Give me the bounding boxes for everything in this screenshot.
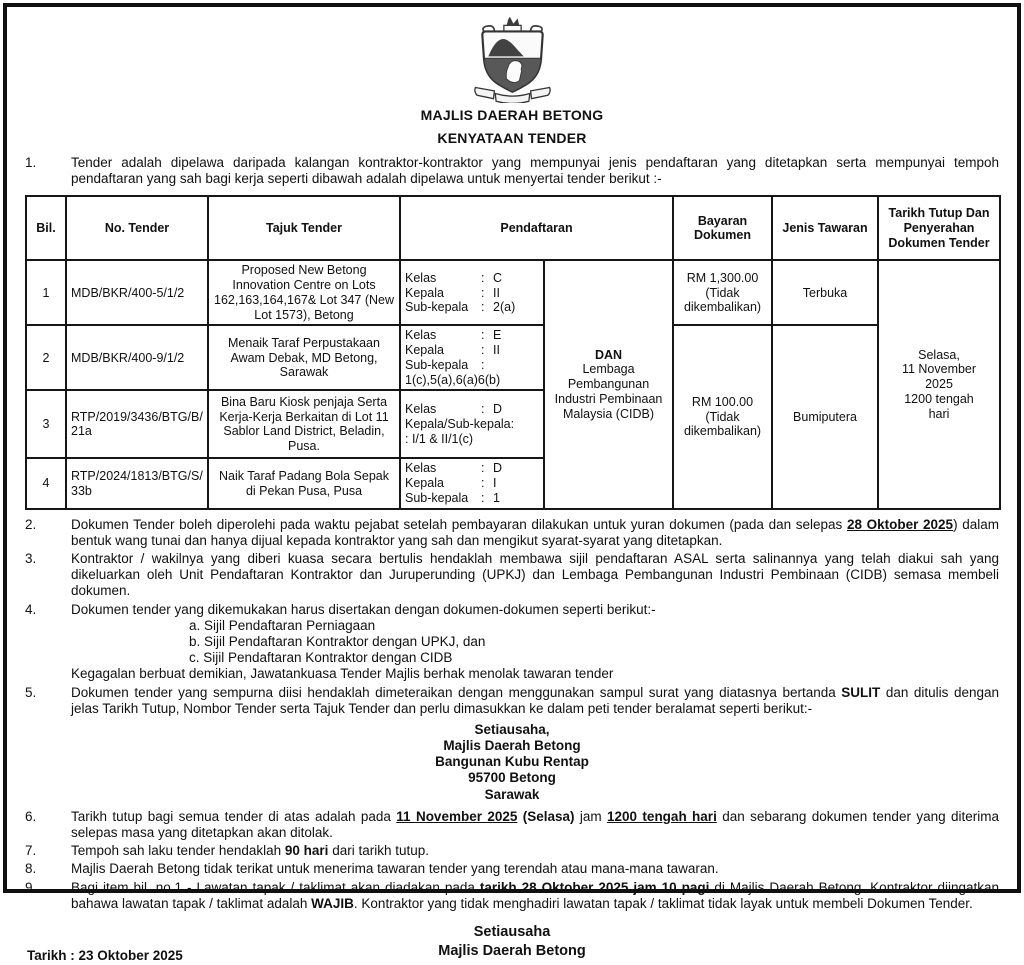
tender-notice-page <box>3 3 1021 963</box>
note-text: Dokumen tender yang sempurna diisi hendaklah dimeteraikan dengan menggunakan sampul surat yang diatasnya bertanda SULIT dan ditulis dengan jelas Tarikh Tutup, Nombor Tender serta Tajuk Tender dan perlu dimasukkan ke dalam peti tender beralamat seperti berikut:- <box>71 684 1000 716</box>
cell-bil: 4 <box>26 458 66 508</box>
cell-jenis: Bumiputera <box>772 325 878 508</box>
intro-paragraph <box>25 155 999 187</box>
cell-tajuk: Menaik Taraf Perpustakaan Awam Debak, MD Betong, Sarawak <box>208 325 400 390</box>
cell-bil: 2 <box>26 325 66 390</box>
cidb-text: Lembaga Pembangunan Industri Pembinaan Malaysia (CIDB) <box>554 362 663 421</box>
signature-footer <box>25 923 999 965</box>
cell-tajuk: Proposed New Betong Innovation Centre on Lots 162,163,164,167& Lot 347 (New Lot 1573), Betong <box>208 260 400 325</box>
column-header-tarikh: Tarikh Tutup Dan Penyerahan Dokumen Tender <box>878 196 1000 260</box>
council-crest-icon <box>464 15 561 103</box>
cell-tajuk: Bina Baru Kiosk penjaja Serta Kerja-Kerja Berkaitan di Lot 11 Sablor Land District, Beladin, Pusa. <box>208 390 400 458</box>
cell-bayaran: RM 1,300.00 (Tidak dikembalikan) <box>673 260 772 325</box>
item-number: 8. <box>25 861 37 877</box>
note-text: Kontraktor / wakilnya yang diberi kuasa secara bertulis hendaklah membawa sijil pendaftaran ASAL serta salinannya yang telah diakui sah yang dikeluarkan oleh Unit Pendaftaran Kontraktor dan Juruperunding (UPKJ) dan Lembaga Pembangunan Industri Pembinaan (CIDB) semasa membeli dokumen. <box>71 551 999 599</box>
note-text: Tempoh sah laku tender hendaklah 90 hari dari tarikh tutup. <box>71 843 429 859</box>
item-number: 5. <box>25 684 37 700</box>
note-item-4 <box>25 602 999 683</box>
cell-no-tender: MDB/BKR/400-9/1/2 <box>66 325 208 390</box>
note-text: Dokumen tender yang dikemukakan harus disertakan dengan dokumen-dokumen seperti berikut:- a. Sijil Pendaftaran Perniagaan b. Sijil Pendaftaran Kontraktor dengan UPKJ, dan c. Sijil Pendaftaran Kontraktor dengan CIDB Kegagalan berbuat demikian, Jawatankuasa Tender Majlis berhak menolak tawaran tender <box>71 602 999 683</box>
table-header-row <box>26 196 1000 260</box>
note-item-2 <box>25 517 999 549</box>
column-header-no-tender: No. Tender <box>66 196 208 260</box>
intro-text: Tender adalah dipelawa daripada kalangan kontraktor-kontraktor yang mempunyai jenis pendaftaran yang ditetapkan serta mempunyai tempoh pendaftaran yang sah bagi kerja seperti dibawah adalah dipelawa untuk menyertai tender berikut :- <box>71 155 999 187</box>
cell-cidb-shared <box>544 260 673 508</box>
note-text: Dokumen Tender boleh diperolehi pada waktu pejabat setelah pembayaran dilakukan untuk yuran dokumen (pada dan selepas 28 Oktober 2025) dalam bentuk wang tunai dan hanya dijual kepada kontraktor yang sah dan mengikut syarat-syarat yang ditetapkan. <box>71 516 999 548</box>
note-item-3 <box>25 551 999 600</box>
issue-date: Tarikh : 23 Oktober 2025 <box>27 947 183 963</box>
column-header-tajuk: Tajuk Tender <box>208 196 400 260</box>
cell-tajuk: Naik Taraf Padang Bola Sepak di Pekan Pusa, Pusa <box>208 458 400 508</box>
column-header-jenis: Jenis Tawaran <box>772 196 878 260</box>
sub-item-c: c. Sijil Pendaftaran Kontraktor dengan CIDB <box>189 650 453 666</box>
cell-pendaftaran: Kelas : C Kepala : II Sub-kepala : 2(a) <box>400 260 544 325</box>
column-header-pendaftaran: Pendaftaran <box>400 196 673 260</box>
item-number: 2. <box>25 516 37 532</box>
cell-no-tender: MDB/BKR/400-5/1/2 <box>66 260 208 325</box>
note-item-5 <box>25 685 999 717</box>
note-item-8 <box>25 861 999 877</box>
cell-tarikh-tutup: Selasa, 11 November 2025 1200 tengah hari <box>878 260 1000 508</box>
table-row <box>26 260 1000 325</box>
table-row <box>26 325 1000 390</box>
note-text: Tarikh tutup bagi semua tender di atas adalah pada 11 November 2025 (Selasa) jam 1200 tengah hari dan sebarang dokumen tender yang diterima selepas masa yang ditetapkan akan ditolak. <box>71 808 999 840</box>
item-number: 4. <box>25 601 37 617</box>
item-number: 7. <box>25 843 37 859</box>
cell-bil: 3 <box>26 390 66 458</box>
note-tail-text: Kegagalan berbuat demikian, Jawatankuasa Tender Majlis berhak menolak tawaran tender <box>71 666 614 682</box>
cell-pendaftaran: Kelas : D Kepala/Sub-kepala: : I/1 & II/1(c) <box>400 390 544 458</box>
cell-pendaftaran: Kelas : D Kepala : I Sub-kepala : 1 <box>400 458 544 508</box>
address-line: 95700 Betong <box>468 770 556 786</box>
sub-item-a: a. Sijil Pendaftaran Perniagaan <box>189 617 376 633</box>
tender-table <box>25 195 1001 509</box>
address-line: Sarawak <box>484 786 540 802</box>
note-text: Bagi item bil. no.1 - Lawatan tapak / taklimat akan diadakan pada tarikh 28 Oktober 2025 jam 10 pagi di Majlis Daerah Betong. Kontraktor diingatkan bahawa lawatan tapak / taklimat adalah WAJIB. Kontraktor yang tidak menghadiri lawatan tapak / taklimat tidak layak untuk membeli Dokumen Tender. <box>71 879 999 911</box>
item-number: 1. <box>25 155 37 170</box>
note-item-6 <box>25 809 999 841</box>
address-line: Majlis Daerah Betong <box>443 738 581 754</box>
item-number: 3. <box>25 551 37 566</box>
cell-bil: 1 <box>26 260 66 325</box>
notes-section-upper <box>25 517 999 717</box>
cell-bayaran: RM 100.00 (Tidak dikembalikan) <box>673 325 772 508</box>
cidb-emphasis: DAN <box>594 347 623 362</box>
address-line: Bangunan Kubu Rentap <box>435 754 589 770</box>
cell-no-tender: RTP/2019/3436/BTG/B/21a <box>66 390 208 458</box>
note-item-7 <box>25 843 999 859</box>
notes-section-lower <box>25 809 999 912</box>
document-title: KENYATAAN TENDER <box>437 130 587 146</box>
item-number: 6. <box>25 808 37 824</box>
tender-box-address <box>25 722 999 803</box>
item-number: 9. <box>25 879 37 895</box>
sub-item-b: b. Sijil Pendaftaran Kontraktor dengan UPKJ, dan <box>189 633 486 649</box>
address-line: Setiausaha, <box>474 721 550 737</box>
cell-no-tender: RTP/2024/1813/BTG/S/33b <box>66 458 208 508</box>
signatory-title: Setiausaha <box>473 923 551 940</box>
cell-jenis: Terbuka <box>772 260 878 325</box>
signatory-org: Majlis Daerah Betong <box>438 942 586 959</box>
column-header-bil: Bil. <box>26 196 66 260</box>
council-crest-emblem <box>25 15 999 103</box>
column-header-bayaran: Bayaran Dokumen <box>673 196 772 260</box>
cell-pendaftaran: Kelas : E Kepala : II Sub-kepala : 1(c),5(a),6(a)6(b) <box>400 325 544 390</box>
organization-name: MAJLIS DAERAH BETONG <box>420 107 604 123</box>
note-text: Majlis Daerah Betong tidak terikat untuk menerima tawaran tender yang terendah atau mana-mana tawaran. <box>71 861 719 877</box>
